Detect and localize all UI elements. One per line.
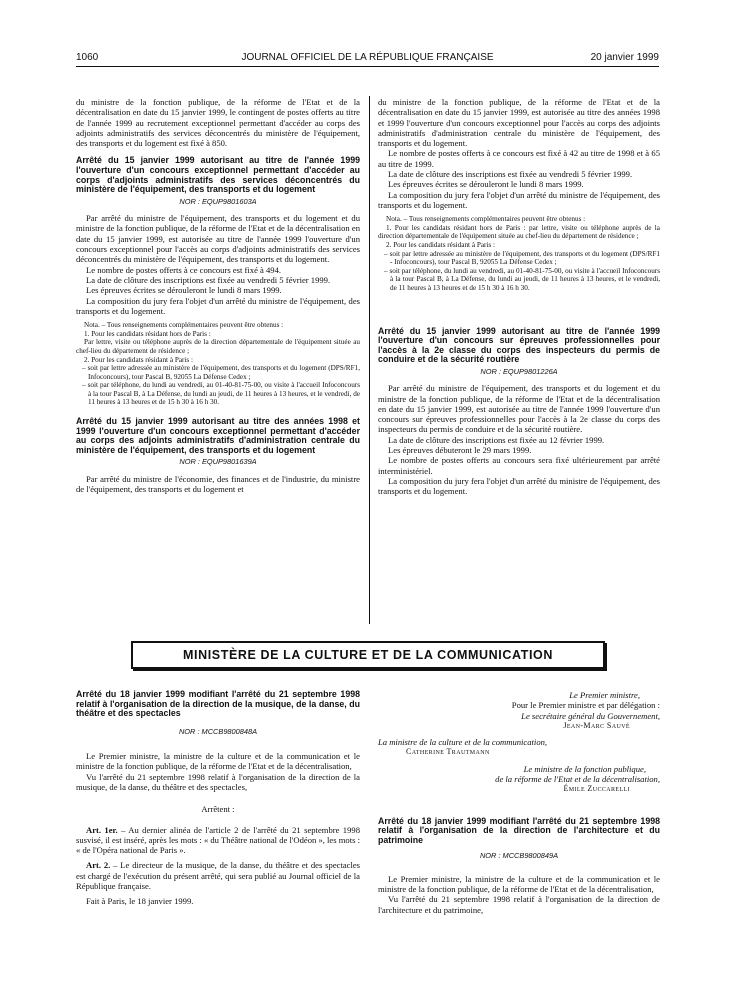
note-block <box>76 321 360 407</box>
nor-reference: NOR : EQUP9801226A <box>480 366 558 376</box>
paragraph: La date de clôture des inscriptions est fixée au vendredi 5 février 1999. <box>86 274 331 285</box>
paragraph: Par arrêté du ministre de l'équipement, des transports et du logement et du ministre de la fonction publique, de la réforme de l'Etat et de la décentralisation en date du 15 janvier 1999, est autorisée au titre de l'année 1999 l'ouverture d'un concours exceptionnel pour l'accès au corps d'adjoints administratifs des services déconcentrés du ministère de l'équipement, des transports et du logement. <box>76 213 360 265</box>
signatory-title: La ministre de la culture et de la communication, <box>378 737 548 748</box>
arretent-label: Arrêtent : <box>201 804 235 815</box>
left-column <box>76 97 360 494</box>
paragraph: La composition du jury fera l'objet d'un arrêté du ministre de l'équipement, des transports et du logement. <box>76 295 360 316</box>
paragraph: Vu l'arrêté du 21 septembre 1998 relatif à l'organisation de la direction de la musique, de la danse, du théâtre et des spectacles, <box>76 771 360 792</box>
paragraph: Les épreuves écrites se dérouleront le lundi 8 mars 1999. <box>388 179 584 190</box>
signatory-title: Le ministre de la fonction publique, <box>523 763 646 774</box>
paragraph: Le Premier ministre, la ministre de la culture et de la communication et le ministre de la fonction publique, de la réforme de l'Etat et de la décentralisation, <box>378 873 660 895</box>
page-number: 1060 <box>76 52 99 63</box>
decree-title: Arrêté du 15 janvier 1999 autorisant au titre des années 1998 et 1999 l'ouverture d'un concours exceptionnel permettant d'accéder au corps des adjoints administratifs d'administration centrale du ministère de l'équipement, des transports et du logement <box>76 416 360 455</box>
signature-date: Fait à Paris, le 18 janvier 1999. <box>86 896 194 907</box>
signatory-name: Émile Zuccarelli <box>563 784 630 794</box>
nor-reference: NOR : EQUP9801603A <box>179 196 257 206</box>
note-item: 1. Pour les candidats résidant hors de Paris : par lettre, visite ou téléphone auprès de la direction départementale de l'équipement située au chef-lieu du département de résidence ; <box>378 223 660 241</box>
decree-title: Arrêté du 15 janvier 1999 autorisant au titre de l'année 1999 l'ouverture d'un concours sur épreuves professionnelles pour l'accès à la 2e classe du corps des inspecteurs du permis de conduire et de la sécurité routière <box>378 325 660 365</box>
signatory-title: Le secrétaire général du Gouvernement, <box>521 710 660 721</box>
paragraph: La date de clôture des inscriptions est fixée au 12 février 1999. <box>388 434 605 445</box>
journal-title: JOURNAL OFFICIEL DE LA RÉPUBLIQUE FRANÇAISE <box>241 52 494 63</box>
nor-reference: NOR : EQUP9801639A <box>179 457 257 467</box>
signatory-name: Jean-Marc Sauvé <box>563 720 630 730</box>
culture-right-column <box>378 690 660 915</box>
note-block <box>378 215 660 292</box>
paragraph: Par arrêté du ministre de l'économie, des finances et de l'industrie, du ministre de l'équipement, des transports et du logement et <box>76 473 360 495</box>
signatory-title: de la réforme de l'Etat et de la décentralisation, <box>495 774 660 785</box>
article-2: Art. 2. – Le directeur de la musique, de la danse, du théâtre et des spectacles est chargé de l'exécution du présent arrêté, qui sera publié au Journal officiel de la République française. <box>76 860 361 892</box>
signatory-delegation: Pour le Premier ministre et par délégation : <box>511 700 660 711</box>
article-label: Art. 1er. <box>86 824 118 835</box>
article-1: Art. 1er. – Au dernier alinéa de l'article 2 de l'arrêté du 21 septembre 1998 susvisé, il est inséré, après les mots : « du Théâtre national de l'Odéon », les mots : « de l'Opéra national de Paris ». <box>76 824 360 856</box>
header-rule <box>76 66 659 67</box>
nor-reference: NOR : MCCB9800849A <box>479 851 559 861</box>
note-item: 2. Pour les candidats résidant à Paris : <box>386 241 495 250</box>
paragraph: Le nombre de postes offerts à ce concours est fixé à 42 au titre de 1998 et à 65 au titre de 1999. <box>378 148 660 169</box>
article-label: Art. 2. <box>86 860 111 871</box>
ministry-banner: MINISTÈRE DE LA CULTURE ET DE LA COMMUNICATION <box>131 641 605 669</box>
note-item: Par lettre, visite ou téléphone auprès de la direction départementale de l'équipement située au chef-lieu du département de résidence ; <box>76 338 360 355</box>
paragraph: Vu l'arrêté du 21 septembre 1998 relatif à l'organisation de la direction de l'architecture et du patrimoine, <box>378 894 660 915</box>
column-divider <box>369 96 370 624</box>
note-item: – soit par téléphone, du lundi au vendredi, au 01-40-81-75-00, ou visite à l'accueil Infoconcours à la tour Pascal B, à La Défense, du lundi au jeudi, de 11 heures à 13 heures, et le vendredi, de 11 heures à 13 heures et de 15 h 30 à 16 h 30. <box>384 266 660 293</box>
right-column <box>378 97 660 497</box>
paragraph: La date de clôture des inscriptions est fixée au vendredi 5 février 1999. <box>388 169 633 180</box>
paragraph: Les épreuves débuteront le 29 mars 1999. <box>388 445 532 456</box>
paragraph: du ministre de la fonction publique, de la réforme de l'Etat et de la décentralisation en date du 15 janvier 1999, est autorisée au titre des années 1998 et 1999 l'ouverture d'un concours exceptionnel pour l'accès au corps des adjoints administratifs d'administration centrale du ministère de l'équipement, des transports et du logement. <box>378 97 660 149</box>
note-item: – soit par lettre adressée au ministère de l'équipement, des transports et du logement (DPS/RF1, Infoconcours), tour Pascal B, 92055 La Défense Cedex ; <box>82 364 360 381</box>
signatory-name: Catherine Trautmann <box>406 747 490 757</box>
paragraph: du ministre de la fonction publique, de la réforme de l'Etat et de la décentralisation en date du 15 janvier 1999, le contingent de postes offerts au titre de l'année 1999 au recrutement exceptionnel permettant d'accéder au corps des adjoints administratifs des services déconcentrés du ministère de l'équipement, des transports et du logement est fixé à 850. <box>76 97 360 149</box>
decree-title: Arrêté du 15 janvier 1999 autorisant au titre de l'année 1999 l'ouverture d'un concours exceptionnel permettant d'accéder au corps d'adjoints administratifs des services déconcentrés du ministère de l'équipement, des transports et du logement <box>76 155 360 195</box>
decree-title: Arrêté du 18 janvier 1999 modifiant l'arrêté du 21 septembre 1998 relatif à l'organisation de la direction de la musique, de la danse, du théâtre et des spectacles <box>76 689 360 719</box>
signatory-title: Le Premier ministre, <box>569 690 640 700</box>
issue-date: 20 janvier 1999 <box>590 52 659 63</box>
culture-left-column <box>76 690 360 907</box>
paragraph: Le nombre de postes offerts au concours sera fixé ultérieurement par arrêté interministériel. <box>378 455 660 476</box>
paragraph: Le Premier ministre, la ministre de la culture et de la communication et le ministre de la fonction publique, de la réforme de l'Etat et de la décentralisation, <box>76 751 360 772</box>
decree-title: Arrêté du 18 janvier 1999 modifiant l'arrêté du 21 septembre 1998 relatif à l'organisation de la direction de l'architecture et du patrimoine <box>378 815 660 845</box>
note-heading: Nota. – Tous renseignements complémentaires peuvent être obtenus : <box>386 215 586 224</box>
nor-reference: NOR : MCCB9800848A <box>178 726 258 736</box>
paragraph: La composition du jury fera l'objet d'un arrêté du ministre de l'équipement, des transports et du logement. <box>378 189 660 210</box>
paragraph: La composition du jury fera l'objet d'un arrêté du ministre de l'équipement, des transports et du logement. <box>378 475 660 497</box>
note-item: 2. Pour les candidats résidant à Paris : <box>84 355 193 364</box>
paragraph: Les épreuves écrites se dérouleront le lundi 8 mars 1999. <box>86 285 282 296</box>
note-item: – soit par lettre adressée au ministère de l'équipement, des transports et du logement (DPS/RF1 - Infoconcours), tour Pascal B, 92055 La Défense Cedex ; <box>384 249 660 267</box>
paragraph: Par arrêté du ministre de l'équipement, des transports et du logement et du ministre de la fonction publique, de la réforme de l'Etat et de la décentralisation en date du 15 janvier 1999, est autorisée au titre de l'année 1999 l'ouverture d'un concours sur épreuves professionnelles pour l'accès à la 2e classe du corps des inspecteurs du permis de conduire et de la sécurité routière. <box>378 383 660 435</box>
note-heading: Nota. – Tous renseignements complémentaires peuvent être obtenus : <box>84 321 284 330</box>
paragraph: Le nombre de postes offerts à ce concours est fixé à 494. <box>86 264 282 275</box>
note-item: – soit par téléphone, du lundi au vendredi, au 01-40-81-75-00, ou visite à l'accueil Infoconcours à la tour Pascal B, à La Défense, du lundi au jeudi, de 11 heures à 13 heures, et le vendredi, de 11 heures à 13 heures et de 15 h 30 à 16 h 30. <box>82 381 360 407</box>
note-item: 1. Pour les candidats résidant hors de Paris : <box>84 329 211 338</box>
